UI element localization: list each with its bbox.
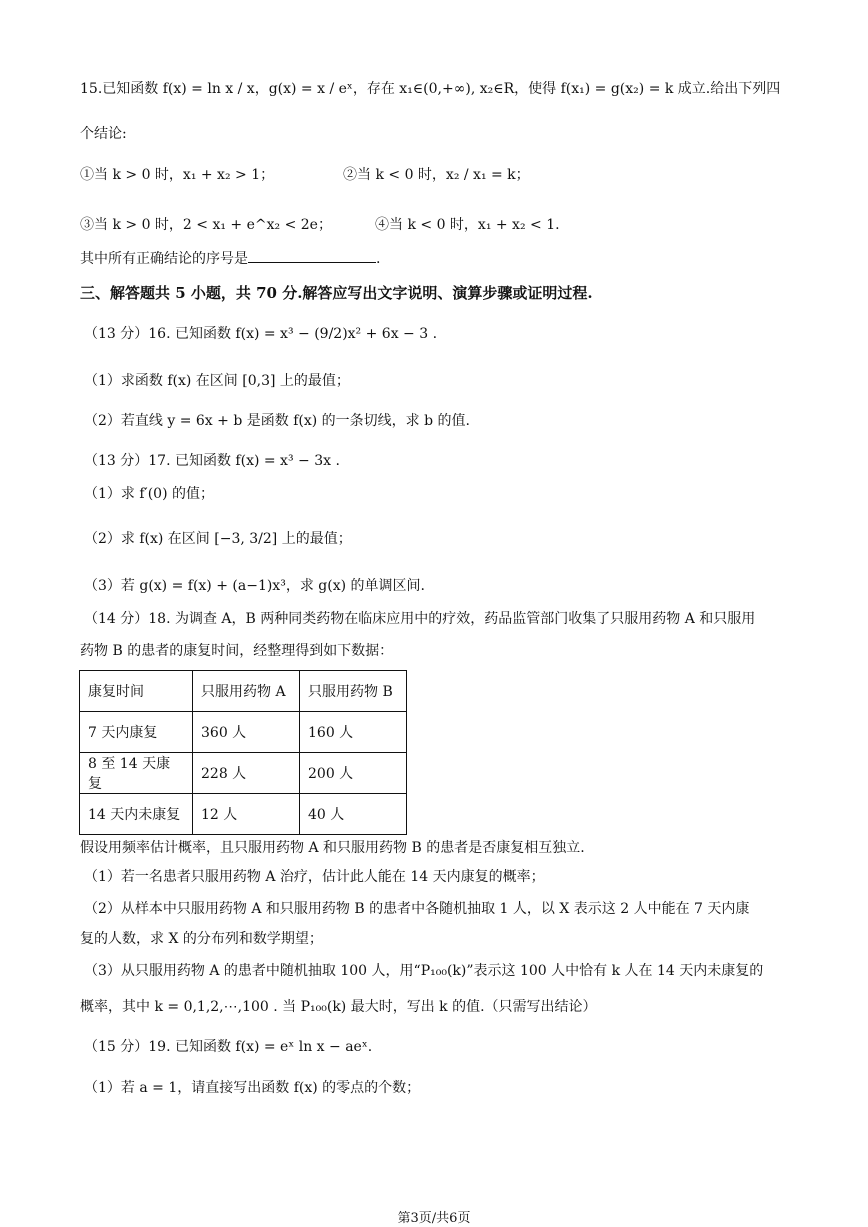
table-cell: 12 人 — [193, 794, 300, 835]
q17-part-3: （3）若 g(x) = f(x) + (a−1)x³，求 g(x) 的单调区间. — [84, 578, 425, 594]
section-3-title: 三、解答题共 5 小题，共 70 分.解答应写出文字说明、演算步骤或证明过程. — [80, 284, 593, 302]
page-footer: 第3页/共6页 — [397, 1211, 471, 1226]
table-cell: 8 至 14 天康复 — [80, 753, 193, 794]
q18-part-2a: （2）从样本中只服用药物 A 和只服用药物 B 的患者中各随机抽取 1 人，以 X 表示这 2 人中能在 7 天内康 — [84, 901, 750, 917]
q15-ask — [80, 248, 380, 270]
table-cell: 40 人 — [300, 794, 407, 835]
q17-part-1: （1）求 f′(0) 的值； — [84, 486, 214, 502]
answer-blank — [248, 248, 376, 263]
table-header-cell: 只服用药物 B — [300, 671, 407, 712]
q18-stem-1: （14 分）18. 为调查 A，B 两种同类药物在临床应用中的疗效，药品监管部门收集了只服用药物 A 和只服用 — [84, 611, 756, 627]
table-cell: 160 人 — [300, 712, 407, 753]
table-header-row — [80, 671, 407, 712]
q18-part-2b: 复的人数，求 X 的分布列和数学期望； — [80, 931, 323, 947]
q15-ask-prefix: 其中所有正确结论的序号是 — [80, 251, 248, 267]
q17-part-2: （2）求 f(x) 在区间 [−3, 3/2] 上的最值； — [84, 531, 352, 547]
q18-part-1: （1）若一名患者只服用药物 A 治疗，估计此人能在 14 天内康复的概率； — [84, 869, 545, 885]
q15-line2: 个结论: — [80, 126, 127, 142]
q15-option-2: ②当 k < 0 时，x₂ / x₁ = k； — [343, 167, 530, 183]
table-cell: 7 天内康复 — [80, 712, 193, 753]
q19-part-1: （1）若 a = 1，请直接写出函数 f(x) 的零点的个数； — [84, 1080, 421, 1096]
q19-stem: （15 分）19. 已知函数 f(x) = eˣ ln x − aeˣ. — [84, 1039, 373, 1055]
table-cell: 360 人 — [193, 712, 300, 753]
q15-ask-suffix: . — [376, 251, 381, 267]
table-header-cell: 只服用药物 A — [193, 671, 300, 712]
q15-option-3: ③当 k > 0 时，2 < x₁ + e^x₂ < 2e； — [80, 217, 332, 233]
q15-option-4: ④当 k < 0 时，x₁ + x₂ < 1. — [375, 217, 560, 233]
table-row — [80, 712, 407, 753]
table-cell: 200 人 — [300, 753, 407, 794]
table-header-cell: 康复时间 — [80, 671, 193, 712]
table-row — [80, 794, 407, 835]
q18-stem-2: 药物 B 的患者的康复时间，经整理得到如下数据： — [80, 643, 394, 659]
q15-option-1: ①当 k > 0 时，x₁ + x₂ > 1； — [80, 167, 275, 183]
table-cell: 14 天内未康复 — [80, 794, 193, 835]
table-row — [80, 753, 407, 794]
q16-stem: （13 分）16. 已知函数 f(x) = x³ − (9/2)x² + 6x − 3 . — [84, 326, 438, 342]
table-cell: 228 人 — [193, 753, 300, 794]
recovery-data-table — [79, 670, 407, 835]
q18-part-3a: （3）从只服用药物 A 的患者中随机抽取 100 人，用“P₁₀₀(k)”表示这 100 人中恰有 k 人在 14 天内未康复的 — [84, 963, 764, 979]
q17-stem: （13 分）17. 已知函数 f(x) = x³ − 3x . — [84, 453, 340, 469]
q15-line1: 15.已知函数 f(x) = ln x / x，g(x) = x / eˣ，存在 x₁∈(0,+∞), x₂∈R，使得 f(x₁) = g(x₂) = k 成立.给出下列四 — [80, 81, 781, 97]
q16-part-1: （1）求函数 f(x) 在区间 [0,3] 上的最值； — [84, 373, 350, 389]
q18-part-3b: 概率，其中 k = 0,1,2,⋯,100 . 当 P₁₀₀(k) 最大时，写出 k 的值.（只需写出结论） — [80, 999, 597, 1015]
q16-part-2: （2）若直线 y = 6x + b 是函数 f(x) 的一条切线，求 b 的值. — [84, 413, 470, 429]
q18-assumption: 假设用频率估计概率，且只服用药物 A 和只服用药物 B 的患者是否康复相互独立. — [80, 840, 585, 856]
